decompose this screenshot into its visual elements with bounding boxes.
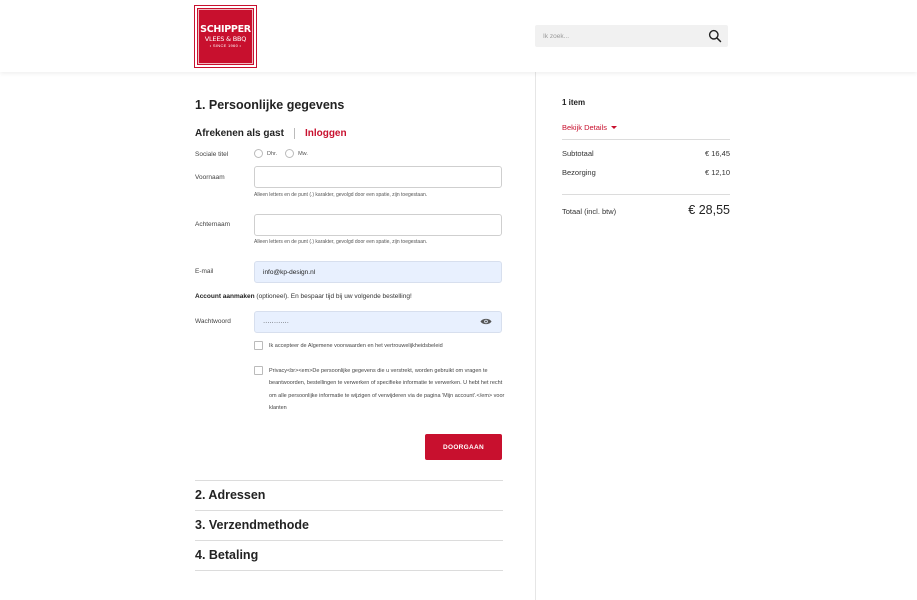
- step-divider: [195, 570, 503, 571]
- total-value: € 28,55: [688, 203, 730, 217]
- search-bar: [535, 25, 728, 47]
- search-input[interactable]: [535, 25, 705, 47]
- step-divider: [195, 480, 503, 481]
- radio-mw-label: Mw.: [298, 150, 308, 157]
- password-label: Wachtwoord: [195, 318, 231, 325]
- view-details-link[interactable]: [562, 123, 617, 132]
- subtotal-label: Subtotaal: [562, 149, 594, 158]
- caret-down-icon: [611, 126, 617, 129]
- shipping-label: Bezorging: [562, 168, 596, 177]
- checkout-tabs: [195, 128, 347, 139]
- terms-checkbox[interactable]: [254, 341, 263, 350]
- create-account-bold: Account aanmaken: [195, 293, 255, 300]
- social-title-options: [254, 149, 316, 158]
- create-account-note: [195, 293, 412, 300]
- email-field[interactable]: [254, 261, 502, 283]
- total-label: Totaal (incl. btw): [562, 207, 617, 216]
- step-divider: [195, 510, 503, 511]
- radio-mw[interactable]: [285, 149, 294, 158]
- schipper-logo[interactable]: [195, 6, 256, 67]
- firstname-field[interactable]: [254, 166, 502, 188]
- tab-separator: [294, 128, 295, 139]
- logo-line-2: VLEES & BBQ: [204, 34, 247, 43]
- step-addresses-title[interactable]: 2. Adressen: [195, 488, 266, 502]
- shipping-value: € 12,10: [704, 168, 730, 177]
- total-row: [562, 203, 730, 217]
- column-divider: [535, 72, 536, 600]
- privacy-checkbox[interactable]: [254, 366, 263, 375]
- logo-line-1: SCHIPPER: [200, 23, 251, 35]
- firstname-hint: Alleen letters en de punt (.) karakter, gevolgd door een spatie, zijn toegestaan.: [254, 192, 428, 198]
- shipping-row: [562, 168, 730, 177]
- logo-line-3: • SINCE 1960 •: [209, 42, 242, 48]
- lastname-hint: Alleen letters en de punt (.) karakter, gevolgd door een spatie, zijn toegestaan.: [254, 239, 428, 245]
- search-icon[interactable]: [708, 29, 722, 43]
- terms-label: Ik accepteer de Algemene voorwaarden en het vertrouwelijkheidsbeleid: [269, 343, 443, 349]
- email-label: E-mail: [195, 268, 214, 275]
- cart-item-count: 1 item: [562, 98, 586, 107]
- title-option-dhr[interactable]: [254, 149, 277, 158]
- tab-login[interactable]: Inloggen: [304, 128, 347, 139]
- radio-dhr[interactable]: [254, 149, 263, 158]
- step-divider: [195, 540, 503, 541]
- step-payment-title[interactable]: 4. Betaling: [195, 548, 259, 562]
- step-personal-title: 1. Persoonlijke gegevens: [195, 98, 345, 112]
- social-title-label: Sociale titel: [195, 151, 229, 158]
- password-field[interactable]: [254, 311, 502, 333]
- summary-divider: [562, 194, 730, 195]
- privacy-label: Privacy<br><em>De persoonlijke gegevens die u verstrekt, worden gebruikt om vragen te beantwoorden, bestellingen te verwerken of specifieke informatie te verwerken. U hebt het recht om alle persoonlijke informatie te wijzigen of verwijderen via de pagina 'Mijn account'.</em> voor klanten: [269, 368, 505, 411]
- radio-dhr-label: Dhr.: [267, 150, 278, 157]
- subtotal-row: [562, 149, 730, 158]
- show-password-eye-icon[interactable]: [480, 317, 492, 326]
- lastname-label: Achternaam: [195, 221, 231, 228]
- firstname-label: Voornaam: [195, 174, 225, 181]
- site-header: [0, 0, 917, 72]
- title-option-mw[interactable]: [285, 149, 308, 158]
- logo-frame: [198, 9, 253, 64]
- step-shipping-title[interactable]: 3. Verzendmethode: [195, 518, 309, 532]
- subtotal-value: € 16,45: [704, 149, 730, 158]
- lastname-field[interactable]: [254, 214, 502, 236]
- view-details-label: Bekijk Details: [562, 123, 608, 132]
- summary-divider: [562, 139, 730, 140]
- create-account-text: (optioneel). En bespaar tijd bij uw volgende bestelling!: [254, 293, 412, 300]
- tab-guest-checkout[interactable]: Afrekenen als gast: [195, 128, 284, 139]
- continue-button[interactable]: DOORGAAN: [425, 434, 502, 460]
